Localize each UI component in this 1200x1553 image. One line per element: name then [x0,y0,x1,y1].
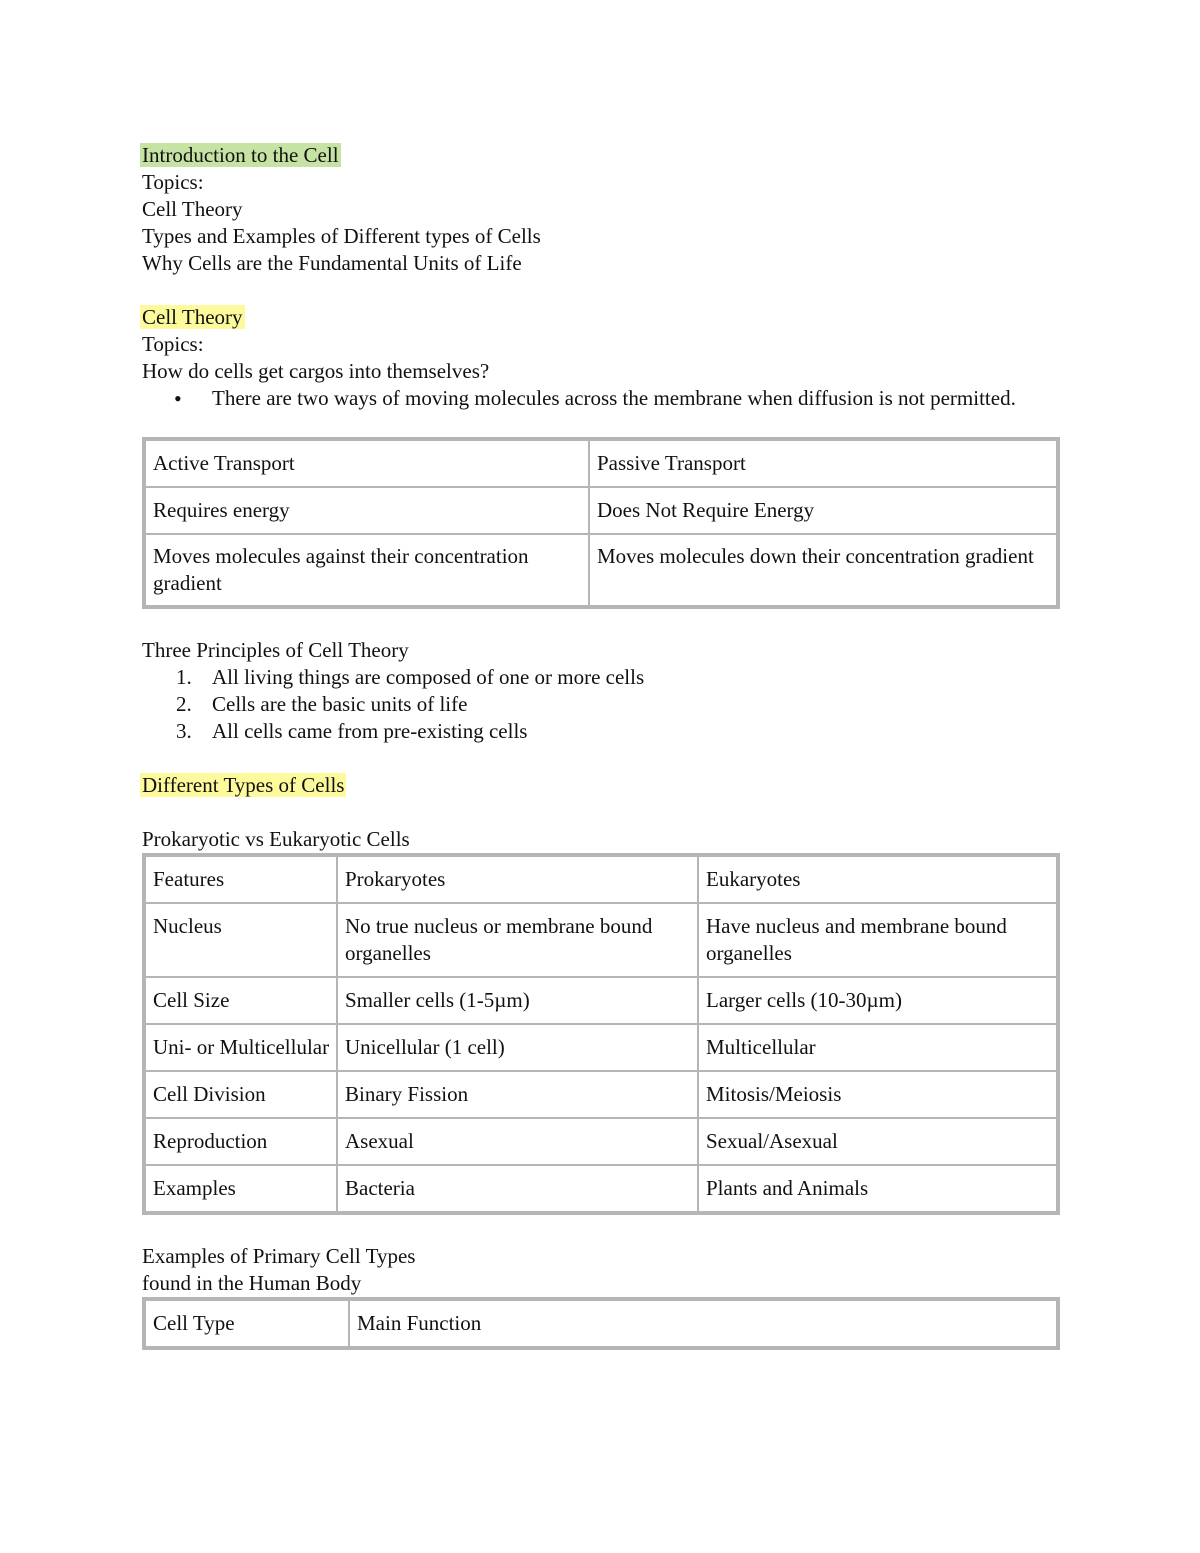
cell-theory-topics-label: Topics: [142,332,204,356]
table-cell: Asexual [337,1118,698,1165]
principles-list [142,664,1060,745]
table-cell: Sexual/Asexual [698,1118,1057,1165]
bullet-list [142,385,1060,412]
list-item-text: All living things are composed of one or more cells [212,665,645,689]
cell-type-table [142,1297,1060,1350]
transport-table [142,437,1060,609]
intro-topics-label: Topics: [142,170,204,194]
spacer [142,277,1060,304]
list-item [176,718,1060,745]
table-row [145,1071,1057,1118]
types-heading-line [142,772,1060,799]
table-cell: Does Not Require Energy [589,487,1057,534]
document-page [142,142,1060,1350]
table-cell: Reproduction [145,1118,337,1165]
list-number: 2. [176,692,192,716]
table-row [145,903,1057,977]
principles-title: Three Principles of Cell Theory [142,638,409,662]
table-cell: No true nucleus or membrane bound organelles [337,903,698,977]
intro-topic-item: Cell Theory [142,197,243,221]
table-cell: Uni- or Multicellular [145,1024,337,1071]
table-cell: Examples [145,1165,337,1212]
table-header-cell: Features [145,856,337,903]
cell-theory-heading-line [142,304,1060,331]
table-row [145,1024,1057,1071]
table-header-row [145,1300,1057,1347]
intro-heading: Introduction to the Cell [142,143,339,167]
types-heading: Different Types of Cells [142,773,345,797]
prokaryote-eukaryote-table [142,853,1060,1215]
table-cell: Smaller cells (1-5µm) [337,977,698,1024]
list-number: 1. [176,665,192,689]
intro-topic-item: Types and Examples of Different types of Cells [142,224,541,248]
spacer [142,1215,1060,1243]
compare-title: Prokaryotic vs Eukaryotic Cells [142,827,410,851]
table-header-cell: Eukaryotes [698,856,1057,903]
table-header-row [145,440,1057,487]
list-item [176,691,1060,718]
table-cell: Unicellular (1 cell) [337,1024,698,1071]
table-cell: Bacteria [337,1165,698,1212]
table-cell: Moves molecules against their concentration gradient [145,534,589,606]
table-header-row [145,856,1057,903]
table-header-cell: Cell Type [145,1300,349,1347]
table-cell: Have nucleus and membrane bound organelles [698,903,1057,977]
table-row [145,487,1057,534]
table-header-cell: Prokaryotes [337,856,698,903]
cell-theory-heading: Cell Theory [142,305,243,329]
bullet-item: • There are two ways of moving molecules across the membrane when diffusion is not permitted. [212,385,1060,412]
table-header-cell: Main Function [349,1300,1057,1347]
intro-topic-item: Why Cells are the Fundamental Units of Life [142,251,522,275]
table-cell: Requires energy [145,487,589,534]
table-cell: Moves molecules down their concentration gradient [589,534,1057,606]
table-cell: Nucleus [145,903,337,977]
table-row [145,534,1057,606]
table-cell: Binary Fission [337,1071,698,1118]
cell-theory-question: How do cells get cargos into themselves? [142,359,490,383]
table-cell: Plants and Animals [698,1165,1057,1212]
list-number: 3. [176,719,192,743]
examples-title-line1: Examples of Primary Cell Types [142,1244,416,1268]
table-row [145,1165,1057,1212]
table-cell: Multicellular [698,1024,1057,1071]
spacer [142,609,1060,637]
spacer [142,745,1060,772]
spacer [142,799,1060,826]
list-item [176,664,1060,691]
table-cell: Cell Division [145,1071,337,1118]
table-header-cell: Active Transport [145,440,589,487]
table-cell: Mitosis/Meiosis [698,1071,1057,1118]
intro-heading-line [142,142,1060,169]
table-cell: Cell Size [145,977,337,1024]
table-cell: Larger cells (10-30µm) [698,977,1057,1024]
table-row [145,977,1057,1024]
examples-title-line2: found in the Human Body [142,1271,362,1295]
list-item-text: Cells are the basic units of life [212,692,468,716]
table-row [145,1118,1057,1165]
table-header-cell: Passive Transport [589,440,1057,487]
list-item-text: All cells came from pre-existing cells [212,719,528,743]
